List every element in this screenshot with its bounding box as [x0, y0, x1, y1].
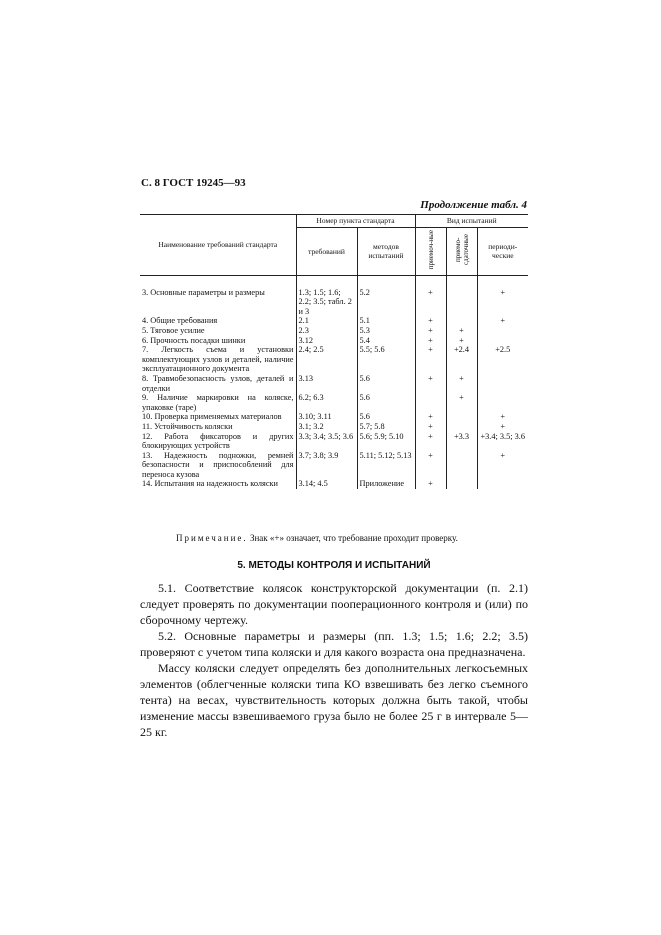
cell-req: 1.3; 1.5; 1.6; 2.2; 3.5; табл. 2 и 3 [296, 275, 357, 316]
cell-name: 11. Устойчивость коляски [142, 421, 233, 431]
cell-per: + [477, 275, 528, 316]
cell-acc: + [415, 316, 446, 326]
cell-name: 7. Легкость съема и установки комплектующих узлов и деталей, наличие эксплуатационного документа [142, 345, 294, 374]
cell-name: 8. Травмобезопасность узлов, деталей и отделки [142, 373, 294, 393]
cell-req: 3.10; 3.11 [296, 412, 357, 422]
cell-acc: + [415, 479, 446, 489]
note-label: Примечание. [176, 533, 248, 543]
col-header-periodic: периоди-ческие [477, 228, 528, 276]
cell-methods: Приложение [357, 479, 415, 489]
cell-methods: 5.2 [357, 275, 415, 316]
table-row [140, 275, 528, 316]
requirements-table [140, 214, 528, 489]
cell-methods: 5.1 [357, 316, 415, 326]
cell-per: +2.5 [477, 345, 528, 374]
cell-req: 3.13 [296, 374, 357, 393]
cell-req: 2.4; 2.5 [296, 345, 357, 374]
cell-del [446, 422, 477, 432]
page-header: С. 8 ГОСТ 19245—93 [141, 177, 246, 189]
cell-del: + [446, 374, 477, 393]
cell-del [446, 412, 477, 422]
cell-acc: + [415, 275, 446, 316]
cell-methods: 5.5; 5.6 [357, 345, 415, 374]
table-row [140, 326, 528, 336]
cell-del: + [446, 326, 477, 336]
paragraph: 5.2. Основные параметры и размеры (пп. 1.3; 1.5; 1.6; 2.2; 3.5) проверяют с учетом типа коляски и для какого возраста она предназначена. [140, 629, 528, 659]
col-header-name: Наименование требований стандарта [140, 215, 296, 276]
cell-methods: 5.6 [357, 393, 415, 412]
cell-methods: 5.3 [357, 326, 415, 336]
table-row [140, 374, 528, 393]
table-continuation-label: Продолжение табл. 4 [420, 199, 527, 211]
cell-methods: 5.6 [357, 374, 415, 393]
cell-per [477, 374, 528, 393]
cell-del [446, 316, 477, 326]
cell-per: + [477, 422, 528, 432]
cell-acc: + [415, 451, 446, 480]
table-row [140, 422, 528, 432]
table-note [176, 533, 458, 543]
table-row [140, 336, 528, 346]
cell-per [477, 393, 528, 412]
table-row [140, 393, 528, 412]
cell-del [446, 451, 477, 480]
cell-del [446, 479, 477, 489]
cell-del: + [446, 393, 477, 412]
col-header-req: требований [296, 228, 357, 276]
section-title: 5. МЕТОДЫ КОНТРОЛЯ И ИСПЫТАНИЙ [237, 560, 431, 571]
cell-name: 10. Проверка применяемых материалов [142, 412, 282, 422]
col-header-acceptance: приемоч-ные [426, 230, 435, 270]
cell-acc: + [415, 326, 446, 336]
col-header-delivery: приемо-сдаточные [453, 234, 470, 266]
cell-methods: 5.4 [357, 336, 415, 346]
table-row [140, 316, 528, 326]
cell-methods: 5.11; 5.12; 5.13 [357, 451, 415, 480]
table-row [140, 412, 528, 422]
cell-req: 6.2; 6.3 [296, 393, 357, 412]
cell-acc: + [415, 412, 446, 422]
cell-per: + [477, 451, 528, 480]
cell-per: + [477, 316, 528, 326]
cell-req: 3.14; 4.5 [296, 479, 357, 489]
cell-name: 13. Надежность подножки, ремней безопасности и приспособлений для переноса кузова [142, 450, 294, 479]
cell-acc [415, 393, 446, 412]
cell-methods: 5.7; 5.8 [357, 422, 415, 432]
cell-req: 2.3 [296, 326, 357, 336]
cell-name: 12. Работа фиксаторов и других блокирующих устройств [142, 431, 294, 451]
table-row [140, 479, 528, 489]
cell-del: + [446, 336, 477, 346]
cell-req: 2.1 [296, 316, 357, 326]
paragraph: Массу коляски следует определять без дополнительных легкосъемных элементов (облегченные коляски типа КО взвешивать без легко съемного тента) на весах, чувствительность которых должна быть такой, чтобы изменение массы взвешиваемого груза было не более 25 г в интервале 5—25 кг. [140, 661, 528, 739]
cell-name: 4. Общие требования [142, 316, 218, 326]
cell-req: 3.12 [296, 336, 357, 346]
cell-per [477, 336, 528, 346]
cell-per: + [477, 412, 528, 422]
paragraph: 5.1. Соответствие колясок конструкторской документации (п. 2.1) следует проверять по документации пооперационного контроля и (или) по сборочному чертежу. [140, 581, 528, 627]
cell-acc: + [415, 374, 446, 393]
cell-name: 14. Испытания на надежность коляски [142, 479, 278, 489]
cell-req: 3.3; 3.4; 3.5; 3.6 [296, 432, 357, 451]
table-row [140, 345, 528, 374]
cell-acc: + [415, 336, 446, 346]
cell-name: 6. Прочность посадки шинки [142, 335, 246, 345]
cell-acc: + [415, 422, 446, 432]
cell-name: 5. Тяговое усилие [142, 325, 205, 335]
cell-per [477, 326, 528, 336]
cell-del: +2.4 [446, 345, 477, 374]
cell-del: +3.3 [446, 432, 477, 451]
cell-per [477, 479, 528, 489]
note-text: Знак «+» означает, что требование проходит проверку. [249, 533, 458, 543]
cell-methods: 5.6; 5.9; 5.10 [357, 432, 415, 451]
group-header-number: Номер пункта стандарта [296, 215, 415, 228]
cell-name: 9. Наличие маркировки на коляске, упаковке (таре) [142, 393, 294, 412]
col-header-methods: методов испытаний [357, 228, 415, 276]
section-body [140, 580, 528, 740]
table-row [140, 432, 528, 451]
cell-methods: 5.6 [357, 412, 415, 422]
cell-name: 3. Основные параметры и размеры [142, 287, 265, 297]
cell-per: +3.4; 3.5; 3.6 [477, 432, 528, 451]
cell-del [446, 275, 477, 316]
cell-req: 3.1; 3.2 [296, 422, 357, 432]
cell-acc: + [415, 345, 446, 374]
cell-req: 3.7; 3.8; 3.9 [296, 451, 357, 480]
table-row [140, 451, 528, 480]
cell-acc: + [415, 432, 446, 451]
group-header-tests: Вид испытаний [415, 215, 528, 228]
